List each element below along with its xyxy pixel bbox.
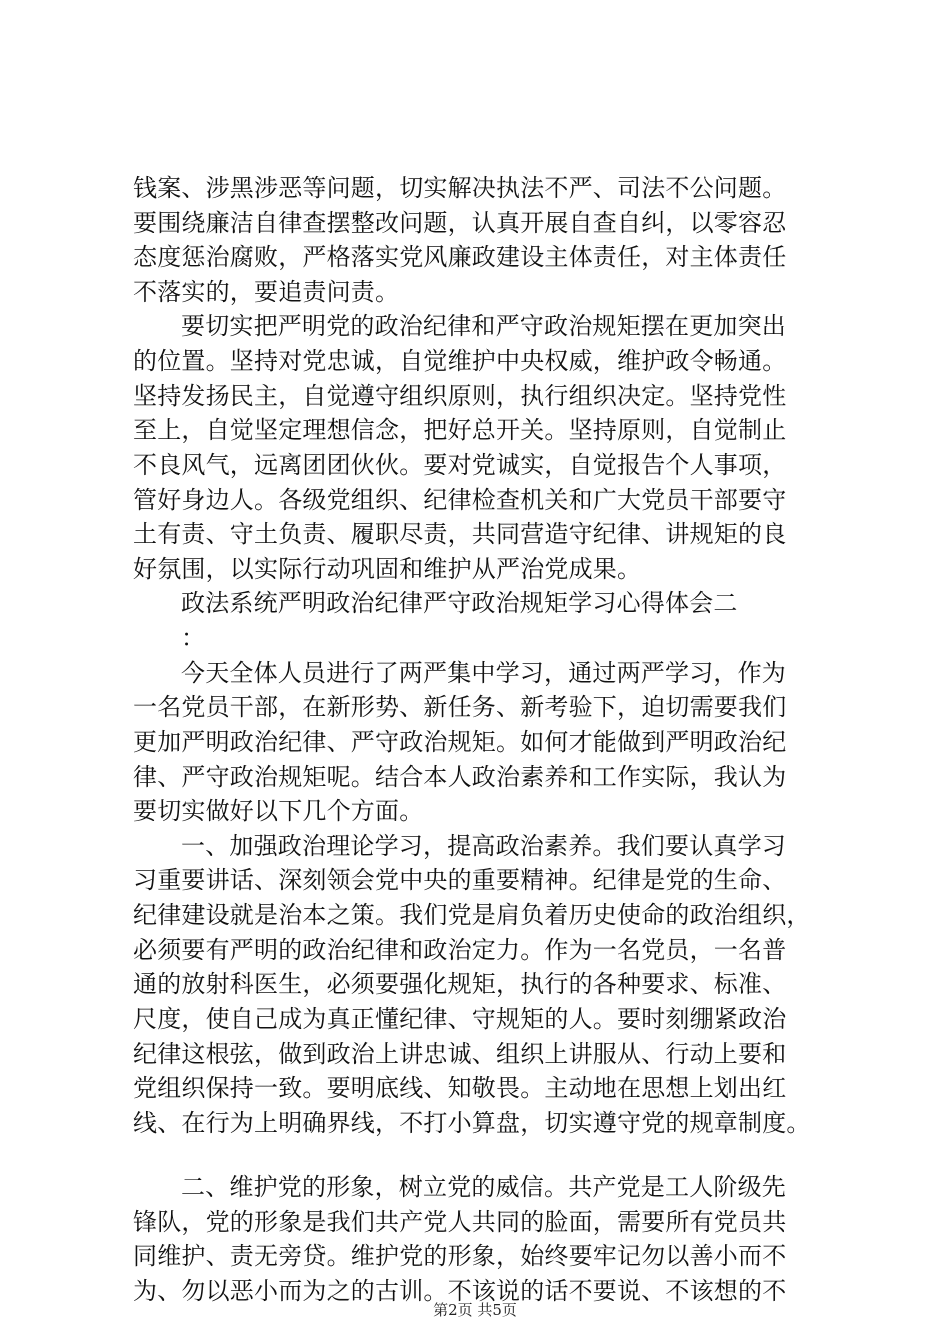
text-line: 党组织保持一致。要明底线、知敬畏。主动地在思想上划出红 — [133, 1074, 787, 1102]
text-line: 必须要有严明的政治纪律和政治定力。作为一名党员，一名普 — [133, 936, 787, 964]
text-line: 一、加强政治理论学习，提高政治素养。我们要认真学习 — [181, 832, 786, 860]
text-line: 二、维护党的形象，树立党的威信。共产党是工人阶级先 — [181, 1173, 786, 1201]
text-line: 坚持发扬民主，自觉遵守组织原则，执行组织决定。坚持党性 — [133, 382, 787, 410]
text-line: 不落实的，要追责问责。 — [133, 278, 400, 306]
page-number-footer: 第2页 共5页 — [433, 1301, 517, 1319]
text-line: 不良风气，远离团团伙伙。要对党诚实，自觉报告个人事项， — [133, 451, 787, 479]
text-line: ： — [181, 624, 206, 652]
text-line: 律、严守政治规矩呢。结合本人政治素养和工作实际，我认为 — [133, 763, 787, 791]
text-line: 钱案、涉黑涉恶等问题，切实解决执法不严、司法不公问题。 — [133, 174, 787, 202]
text-line: 习重要讲话、深刻领会党中央的重要精神。纪律是党的生命、 — [133, 866, 787, 894]
text-line: 更加严明政治纪律、严守政治规矩。如何才能做到严明政治纪 — [133, 728, 787, 756]
text-line: 纪律建设就是治本之策。我们党是肩负着历史使命的政治组织， — [133, 901, 811, 929]
text-line: 的位置。坚持对党忠诚，自觉维护中央权威，维护政令畅通。 — [133, 347, 787, 375]
text-line: 要围绕廉洁自律查摆整改问题，认真开展自查自纠，以零容忍 — [133, 209, 787, 237]
text-line: 今天全体人员进行了两严集中学习，通过两严学习，作为 — [181, 659, 786, 687]
text-line: 至上，自觉坚定理想信念，把好总开关。坚持原则，自觉制止 — [133, 416, 787, 444]
text-line: 为、勿以恶小而为之的古训。不该说的话不要说、不该想的不 — [133, 1277, 787, 1305]
text-line: 纪律这根弦，做到政治上讲忠诚、组织上讲服从、行动上要和 — [133, 1040, 787, 1068]
text-line: 管好身边人。各级党组织、纪律检查机关和广大党员干部要守 — [133, 486, 787, 514]
text-line: 同维护、责无旁贷。维护党的形象，始终要牢记勿以善小而不 — [133, 1242, 787, 1270]
text-line: 线、在行为上明确界线，不打小算盘，切实遵守党的规章制度。 — [133, 1109, 811, 1137]
text-line: 要切实做好以下几个方面。 — [133, 797, 424, 825]
text-line: 通的放射科医生，必须要强化规矩，执行的各种要求、标准、 — [133, 970, 787, 998]
text-line: 态度惩治腐败，严格落实党风廉政建设主体责任，对主体责任 — [133, 243, 787, 271]
text-line: 一名党员干部，在新形势、新任务、新考验下，迫切需要我们 — [133, 693, 787, 721]
text-line: 好氛围，以实际行动巩固和维护从严治党成果。 — [133, 555, 642, 583]
section-title: 政法系统严明政治纪律严守政治规矩学习心得体会二 — [181, 589, 738, 617]
text-line: 要切实把严明党的政治纪律和严守政治规矩摆在更加突出 — [181, 312, 786, 340]
text-line: 锋队，党的形象是我们共产党人共同的脸面，需要所有党员共 — [133, 1208, 787, 1236]
text-line: 土有责、守土负责、履职尽责，共同营造守纪律、讲规矩的良 — [133, 520, 787, 548]
text-line: 尺度，使自己成为真正懂纪律、守规矩的人。要时刻绷紧政治 — [133, 1005, 787, 1033]
